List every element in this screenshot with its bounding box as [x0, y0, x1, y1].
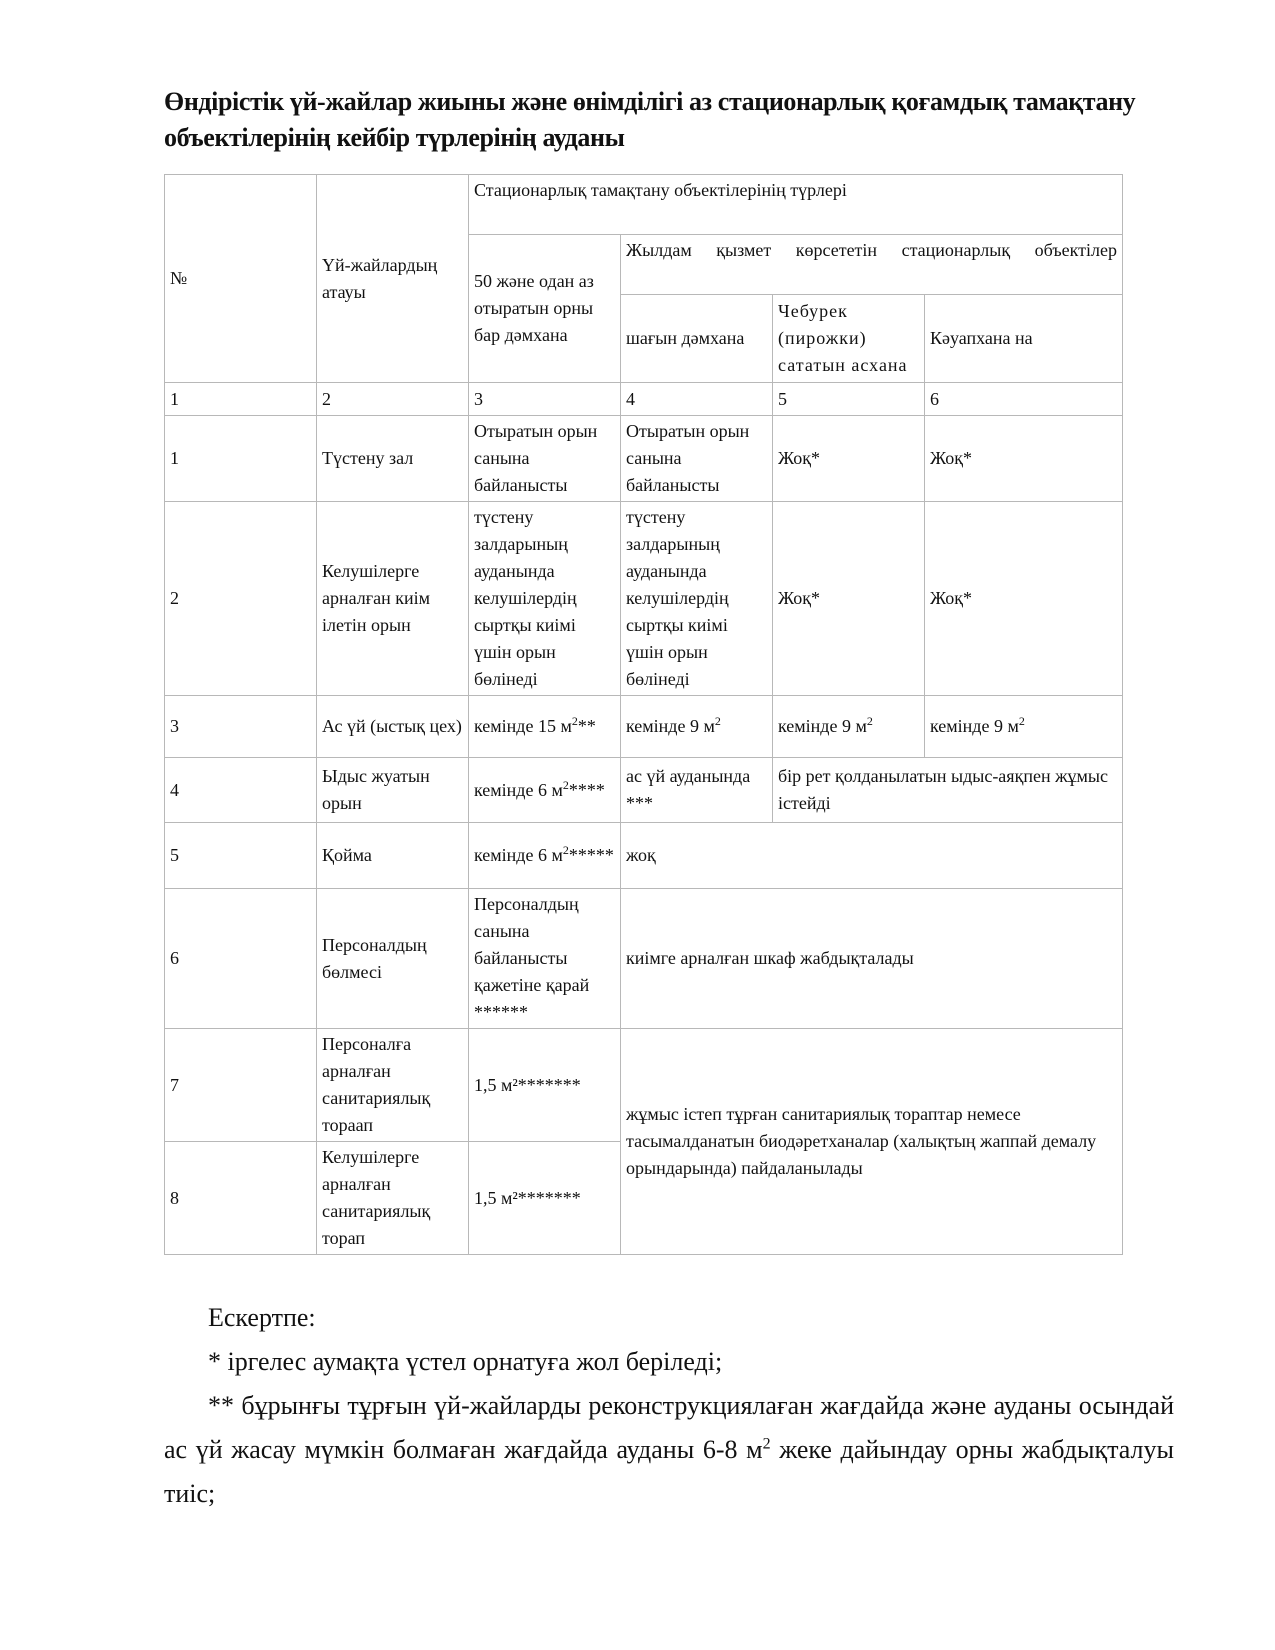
area-text: кемінде 15 м	[474, 716, 572, 736]
row-cell: 1,5 м²*******	[469, 1142, 621, 1255]
row-cell: Отыратын орын санына байланысты	[469, 416, 621, 502]
row-cell	[925, 696, 1123, 758]
note-2-text: ** бұрынғы тұрғын үй-жайларды реконструкциялаған жағдайда және ауданы осындай ас үй жасау мүмкін болмаған жағдайда ауданы 6-8 м	[164, 1391, 1174, 1464]
row-name: Ыдыс жуатын орын	[317, 758, 469, 823]
row-cell: Персоналдың санына байланысты қажетіне қарай ******	[469, 889, 621, 1029]
header-no: №	[165, 175, 317, 383]
col-number: 2	[317, 383, 469, 416]
row-cell	[773, 696, 925, 758]
row-no: 3	[165, 696, 317, 758]
row-name: Персоналдың бөлмесі	[317, 889, 469, 1029]
col-number: 6	[925, 383, 1123, 416]
row-name: Персоналға арналған санитариялық тораап	[317, 1029, 469, 1142]
note-1: * іргелес аумақта үстел орнатуға жол беріледі;	[208, 1347, 723, 1376]
row-name: Түстену зал	[317, 416, 469, 502]
row-cell: түстену залдарының ауданында келушілердің сыртқы киімі үшін орын бөлінеді	[469, 502, 621, 696]
row-cell	[469, 758, 621, 823]
row-name: Келушілерге арналған киім ілетін орын	[317, 502, 469, 696]
header-cafe50: 50 және одан аз отыратын орны бар дәмхана	[469, 235, 621, 383]
row-cell: Отыратын орын санына байланысты	[621, 416, 773, 502]
row-name: Ас үй (ыстық цех)	[317, 696, 469, 758]
note-2	[164, 1384, 1174, 1516]
row-cell: Жоқ*	[925, 502, 1123, 696]
header-fast-service	[621, 235, 1123, 295]
area-text: кемінде 6 м	[474, 779, 563, 800]
notes-section	[164, 1296, 1174, 1516]
table-row	[165, 416, 1123, 502]
row-cell: түстену залдарының ауданында келушілердің сыртқы киімі үшін орын бөлінеді	[621, 502, 773, 696]
row-cell-merged: жоқ	[621, 823, 1123, 889]
table-row	[165, 889, 1123, 1029]
row-cell: 1,5 м²*******	[469, 1029, 621, 1142]
header-cheburek: Чебурек (пирожки) сататын асхана	[773, 295, 925, 383]
header-kebab: Кәуапхана на	[925, 295, 1123, 383]
row-cell	[469, 696, 621, 758]
premises-table	[164, 174, 1123, 1255]
table-row	[165, 823, 1123, 889]
row-no: 5	[165, 823, 317, 889]
column-numbers-row	[165, 383, 1123, 416]
area-text: кемінде 9 м	[930, 716, 1019, 736]
header-fast-text: Жылдам қызмет көрсететін стационарлық объектілер	[626, 240, 1118, 260]
table-row	[165, 502, 1123, 696]
col-number: 4	[621, 383, 773, 416]
footnote-mark: ****	[568, 779, 605, 800]
superscript: 2	[571, 714, 578, 728]
row-cell	[469, 823, 621, 889]
superscript: 2	[714, 714, 721, 728]
header-name: Үй-жайлардың атауы	[317, 175, 469, 383]
table-row	[165, 758, 1123, 823]
note-2-tail: жеке дайындау орны жабдықталуы тиіс;	[164, 1435, 1174, 1508]
row-name: Келушілерге арналған санитариялық торап	[317, 1142, 469, 1255]
row-no: 1	[165, 416, 317, 502]
row-cell: ас үй ауданында ***	[621, 758, 773, 823]
superscript: 2	[562, 843, 569, 857]
row-no: 4	[165, 758, 317, 823]
area-text: кемінде 9 м	[778, 716, 867, 736]
superscript: 2	[866, 714, 873, 728]
header-types: Стационарлық тамақтану объектілерінің түрлері	[469, 175, 1123, 235]
title-line-1: Өндірістік үй-жайлар жиыны және өнімділігі аз стационарлық қоғамдық тамақтану	[164, 87, 1136, 116]
row-cell	[621, 696, 773, 758]
table-row	[165, 696, 1123, 758]
header-small-cafe: шағын дәмхана	[621, 295, 773, 383]
table-row	[165, 1029, 1123, 1142]
row-cell-merged: бір рет қолданылатын ыдыс-аяқпен жұмыс істейді	[773, 758, 1123, 823]
title-line-2: объектілерінің кейбір түрлерінің ауданы	[164, 123, 625, 152]
row-no: 7	[165, 1029, 317, 1142]
footnote-mark: *****	[568, 845, 614, 865]
row-name: Қойма	[317, 823, 469, 889]
col-number: 5	[773, 383, 925, 416]
row-cell-merged: жұмыс істеп тұрған санитариялық тораптар немесе тасымалданатын биодәретханалар (халықтың жаппай демалу орындарында) пайдаланылады	[621, 1029, 1123, 1255]
superscript: 2	[1018, 714, 1025, 728]
row-no: 6	[165, 889, 317, 1029]
area-text: кемінде 9 м	[626, 716, 715, 736]
area-text: кемінде 6 м	[474, 845, 563, 865]
row-cell: Жоқ*	[773, 416, 925, 502]
row-cell: Жоқ*	[925, 416, 1123, 502]
row-cell: Жоқ*	[773, 502, 925, 696]
superscript: 2	[762, 1435, 771, 1453]
superscript: 2	[562, 777, 569, 792]
col-number: 3	[469, 383, 621, 416]
notes-heading: Ескертпе:	[208, 1303, 316, 1332]
document-title	[164, 84, 1144, 156]
footnote-mark: **	[577, 716, 596, 736]
row-no: 2	[165, 502, 317, 696]
col-number: 1	[165, 383, 317, 416]
row-no: 8	[165, 1142, 317, 1255]
row-cell-merged: киімге арналған шкаф жабдықталады	[621, 889, 1123, 1029]
